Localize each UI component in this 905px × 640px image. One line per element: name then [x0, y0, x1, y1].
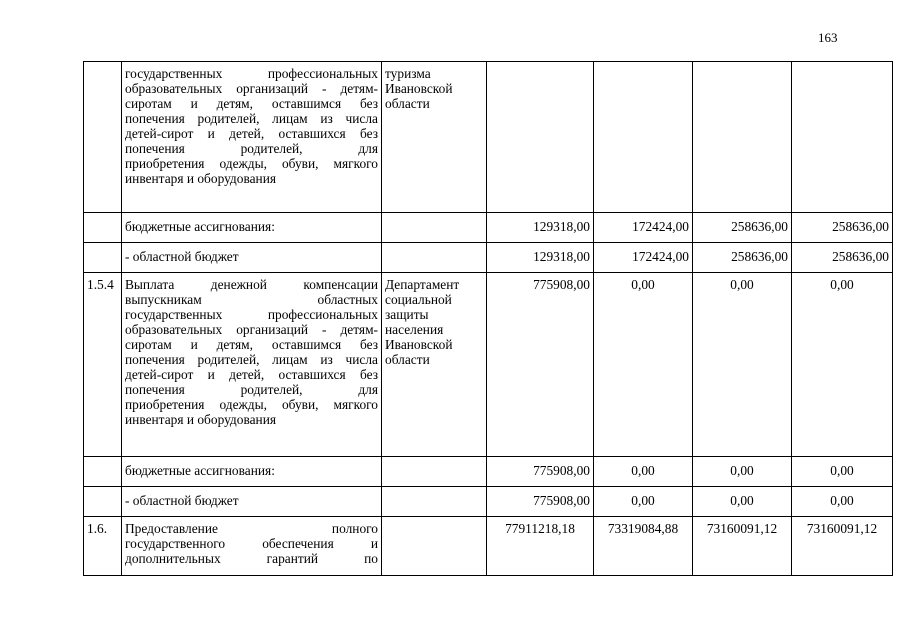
- measure-name-cell: - областной бюджет: [122, 243, 382, 273]
- value-cell: 73319084,88: [594, 517, 693, 576]
- value-cell: 0,00: [693, 487, 792, 517]
- row-number-cell: [84, 62, 122, 213]
- value-cell: 258636,00: [693, 243, 792, 273]
- row-number-cell: [84, 487, 122, 517]
- value-cell: 258636,00: [792, 213, 893, 243]
- value-cell: [693, 62, 792, 213]
- row-number-cell: [84, 243, 122, 273]
- value-cell: 0,00: [594, 487, 693, 517]
- table-row: [84, 517, 893, 576]
- table-row: [84, 457, 893, 487]
- value-cell: 73160091,12: [792, 517, 893, 576]
- value-cell: [594, 62, 693, 213]
- executor-cell: туризма Ивановской области: [382, 62, 487, 213]
- value-cell: 0,00: [792, 457, 893, 487]
- table-row: [84, 213, 893, 243]
- value-cell: 775908,00: [487, 273, 594, 457]
- value-cell: 172424,00: [594, 213, 693, 243]
- executor-cell: [382, 243, 487, 273]
- value-cell: 258636,00: [792, 243, 893, 273]
- value-cell: 129318,00: [487, 213, 594, 243]
- executor-cell: Департамент социальной защиты населения Ивановской области: [382, 273, 487, 457]
- measure-name-cell: государственных профессиональных образовательных организаций - детям- сиротам и детям, оставшимся без попечения родителей, лицам из числа детей-сирот и детей, оставшихся без попечения родителей, для приобретения одежды, обуви, мягкого инвентаря и оборудования: [122, 62, 382, 213]
- value-cell: [487, 62, 594, 213]
- budget-table: [83, 61, 893, 576]
- executor-cell: [382, 517, 487, 576]
- executor-cell: [382, 213, 487, 243]
- value-cell: 77911218,18: [487, 517, 594, 576]
- value-cell: 129318,00: [487, 243, 594, 273]
- value-cell: 258636,00: [693, 213, 792, 243]
- value-cell: 73160091,12: [693, 517, 792, 576]
- measure-name-cell: бюджетные ассигнования:: [122, 213, 382, 243]
- row-number-cell: [84, 213, 122, 243]
- value-cell: 0,00: [594, 457, 693, 487]
- value-cell: 0,00: [693, 457, 792, 487]
- measure-name-cell: Предоставление полного государственного обеспечения и дополнительных гарантий по: [122, 517, 382, 576]
- row-number-cell: [84, 457, 122, 487]
- row-number-cell: 1.5.4: [84, 273, 122, 457]
- row-number-cell: 1.6.: [84, 517, 122, 576]
- table-row: [84, 62, 893, 213]
- measure-name-cell: - областной бюджет: [122, 487, 382, 517]
- measure-name-cell: Выплата денежной компенсации выпускникам областных государственных профессиональных образовательных организаций - детям- сиротам и детям, оставшимся без попечения родителей, лицам из числа детей-сирот и детей, оставшихся без попечения родителей, для приобретения одежды, обуви, мягкого инвентаря и оборудования: [122, 273, 382, 457]
- executor-cell: [382, 457, 487, 487]
- page-number: 163: [818, 30, 838, 45]
- measure-name-cell: бюджетные ассигнования:: [122, 457, 382, 487]
- value-cell: [792, 62, 893, 213]
- table-row: [84, 487, 893, 517]
- value-cell: 0,00: [693, 273, 792, 457]
- table-row: [84, 243, 893, 273]
- value-cell: 775908,00: [487, 457, 594, 487]
- table-row: [84, 273, 893, 457]
- value-cell: 0,00: [792, 487, 893, 517]
- executor-cell: [382, 487, 487, 517]
- value-cell: 0,00: [792, 273, 893, 457]
- value-cell: 775908,00: [487, 487, 594, 517]
- value-cell: 0,00: [594, 273, 693, 457]
- value-cell: 172424,00: [594, 243, 693, 273]
